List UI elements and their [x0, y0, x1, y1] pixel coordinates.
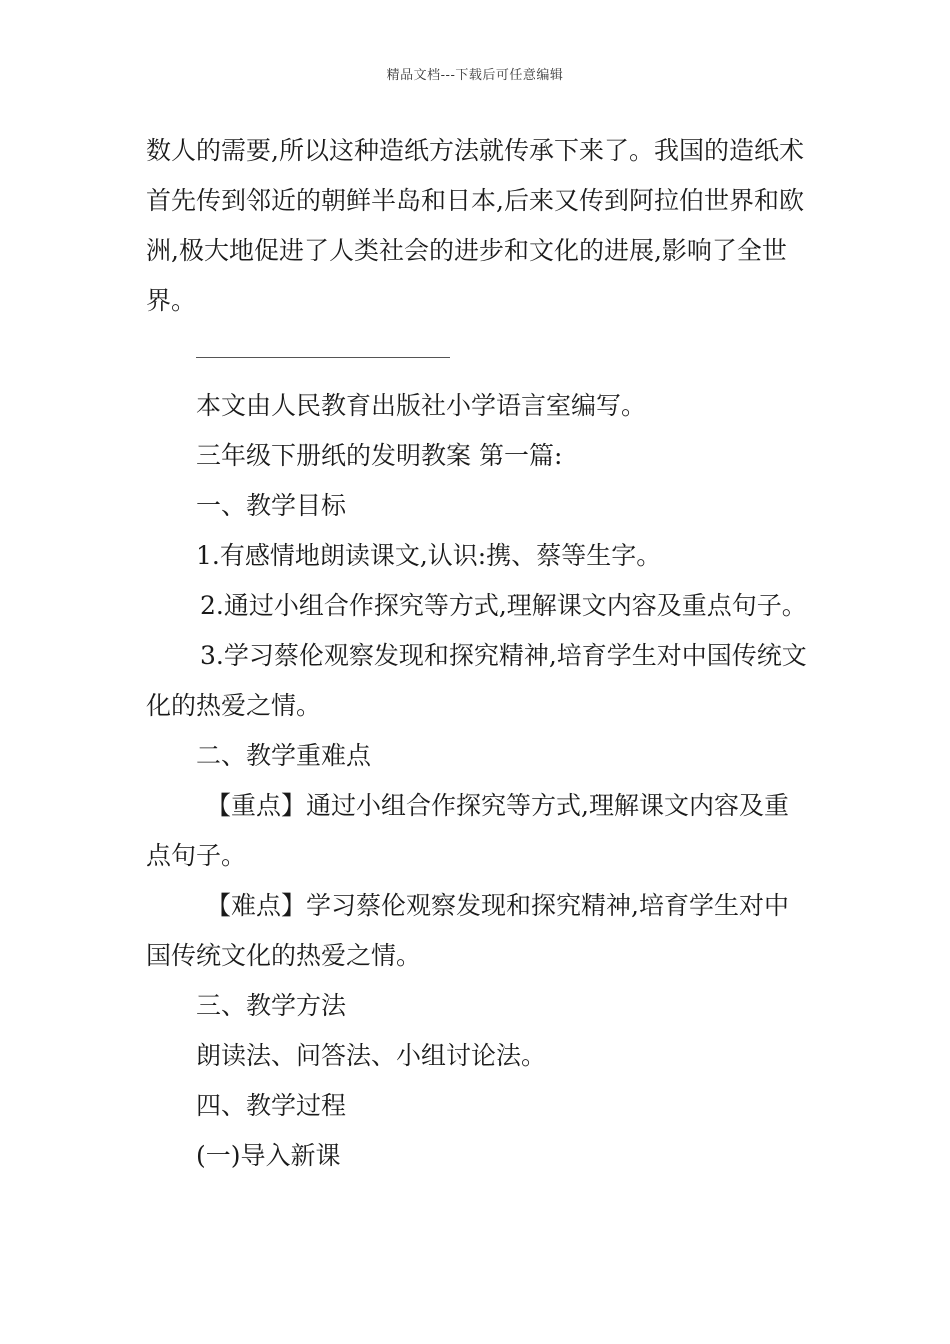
page-header: 精品文档---下载后可任意编辑	[386, 68, 564, 83]
key-point-item: 【重点】通过小组合作探究等方式,理解课文内容及重点句子。	[146, 791, 789, 870]
lesson-plan-title: 三年级下册纸的发明教案 第一篇:	[196, 441, 563, 470]
difficult-point-item: 【难点】学习蔡伦观察发现和探究精神,培育学生对中国传统文化的热爱之情。	[146, 891, 789, 970]
section-heading-methods: 三、教学方法	[196, 991, 347, 1020]
methods-text: 朗读法、问答法、小组讨论法。	[196, 1041, 547, 1070]
document-body	[146, 126, 810, 1181]
paragraph-source-note: 本文由人民教育出版社小学语言室编写。	[196, 391, 647, 420]
subsection-heading-intro: (一)导入新课	[196, 1141, 341, 1170]
objective-item-3: 3.学习蔡伦观察发现和探究精神,培育学生对中国传统文化的热爱之情。	[146, 641, 807, 720]
objective-item-2: 2.通过小组合作探究等方式,理解课文内容及重点句子。	[200, 591, 807, 620]
section-heading-objectives: 一、教学目标	[196, 491, 347, 520]
paragraph-papermaking-spread: 数人的需要,所以这种造纸方法就传承下来了。我国的造纸术首先传到邻近的朝鲜半岛和日本,后来又传到阿拉伯世界和欧洲,极大地促进了人类社会的进步和文化的进展,影响了全世界。	[146, 136, 804, 315]
section-heading-key-points: 二、教学重难点	[196, 741, 372, 770]
objective-item-1: 1.有感情地朗读课文,认识:携、蔡等生字。	[196, 541, 662, 570]
section-heading-process: 四、教学过程	[196, 1091, 347, 1120]
divider-line	[196, 357, 450, 358]
